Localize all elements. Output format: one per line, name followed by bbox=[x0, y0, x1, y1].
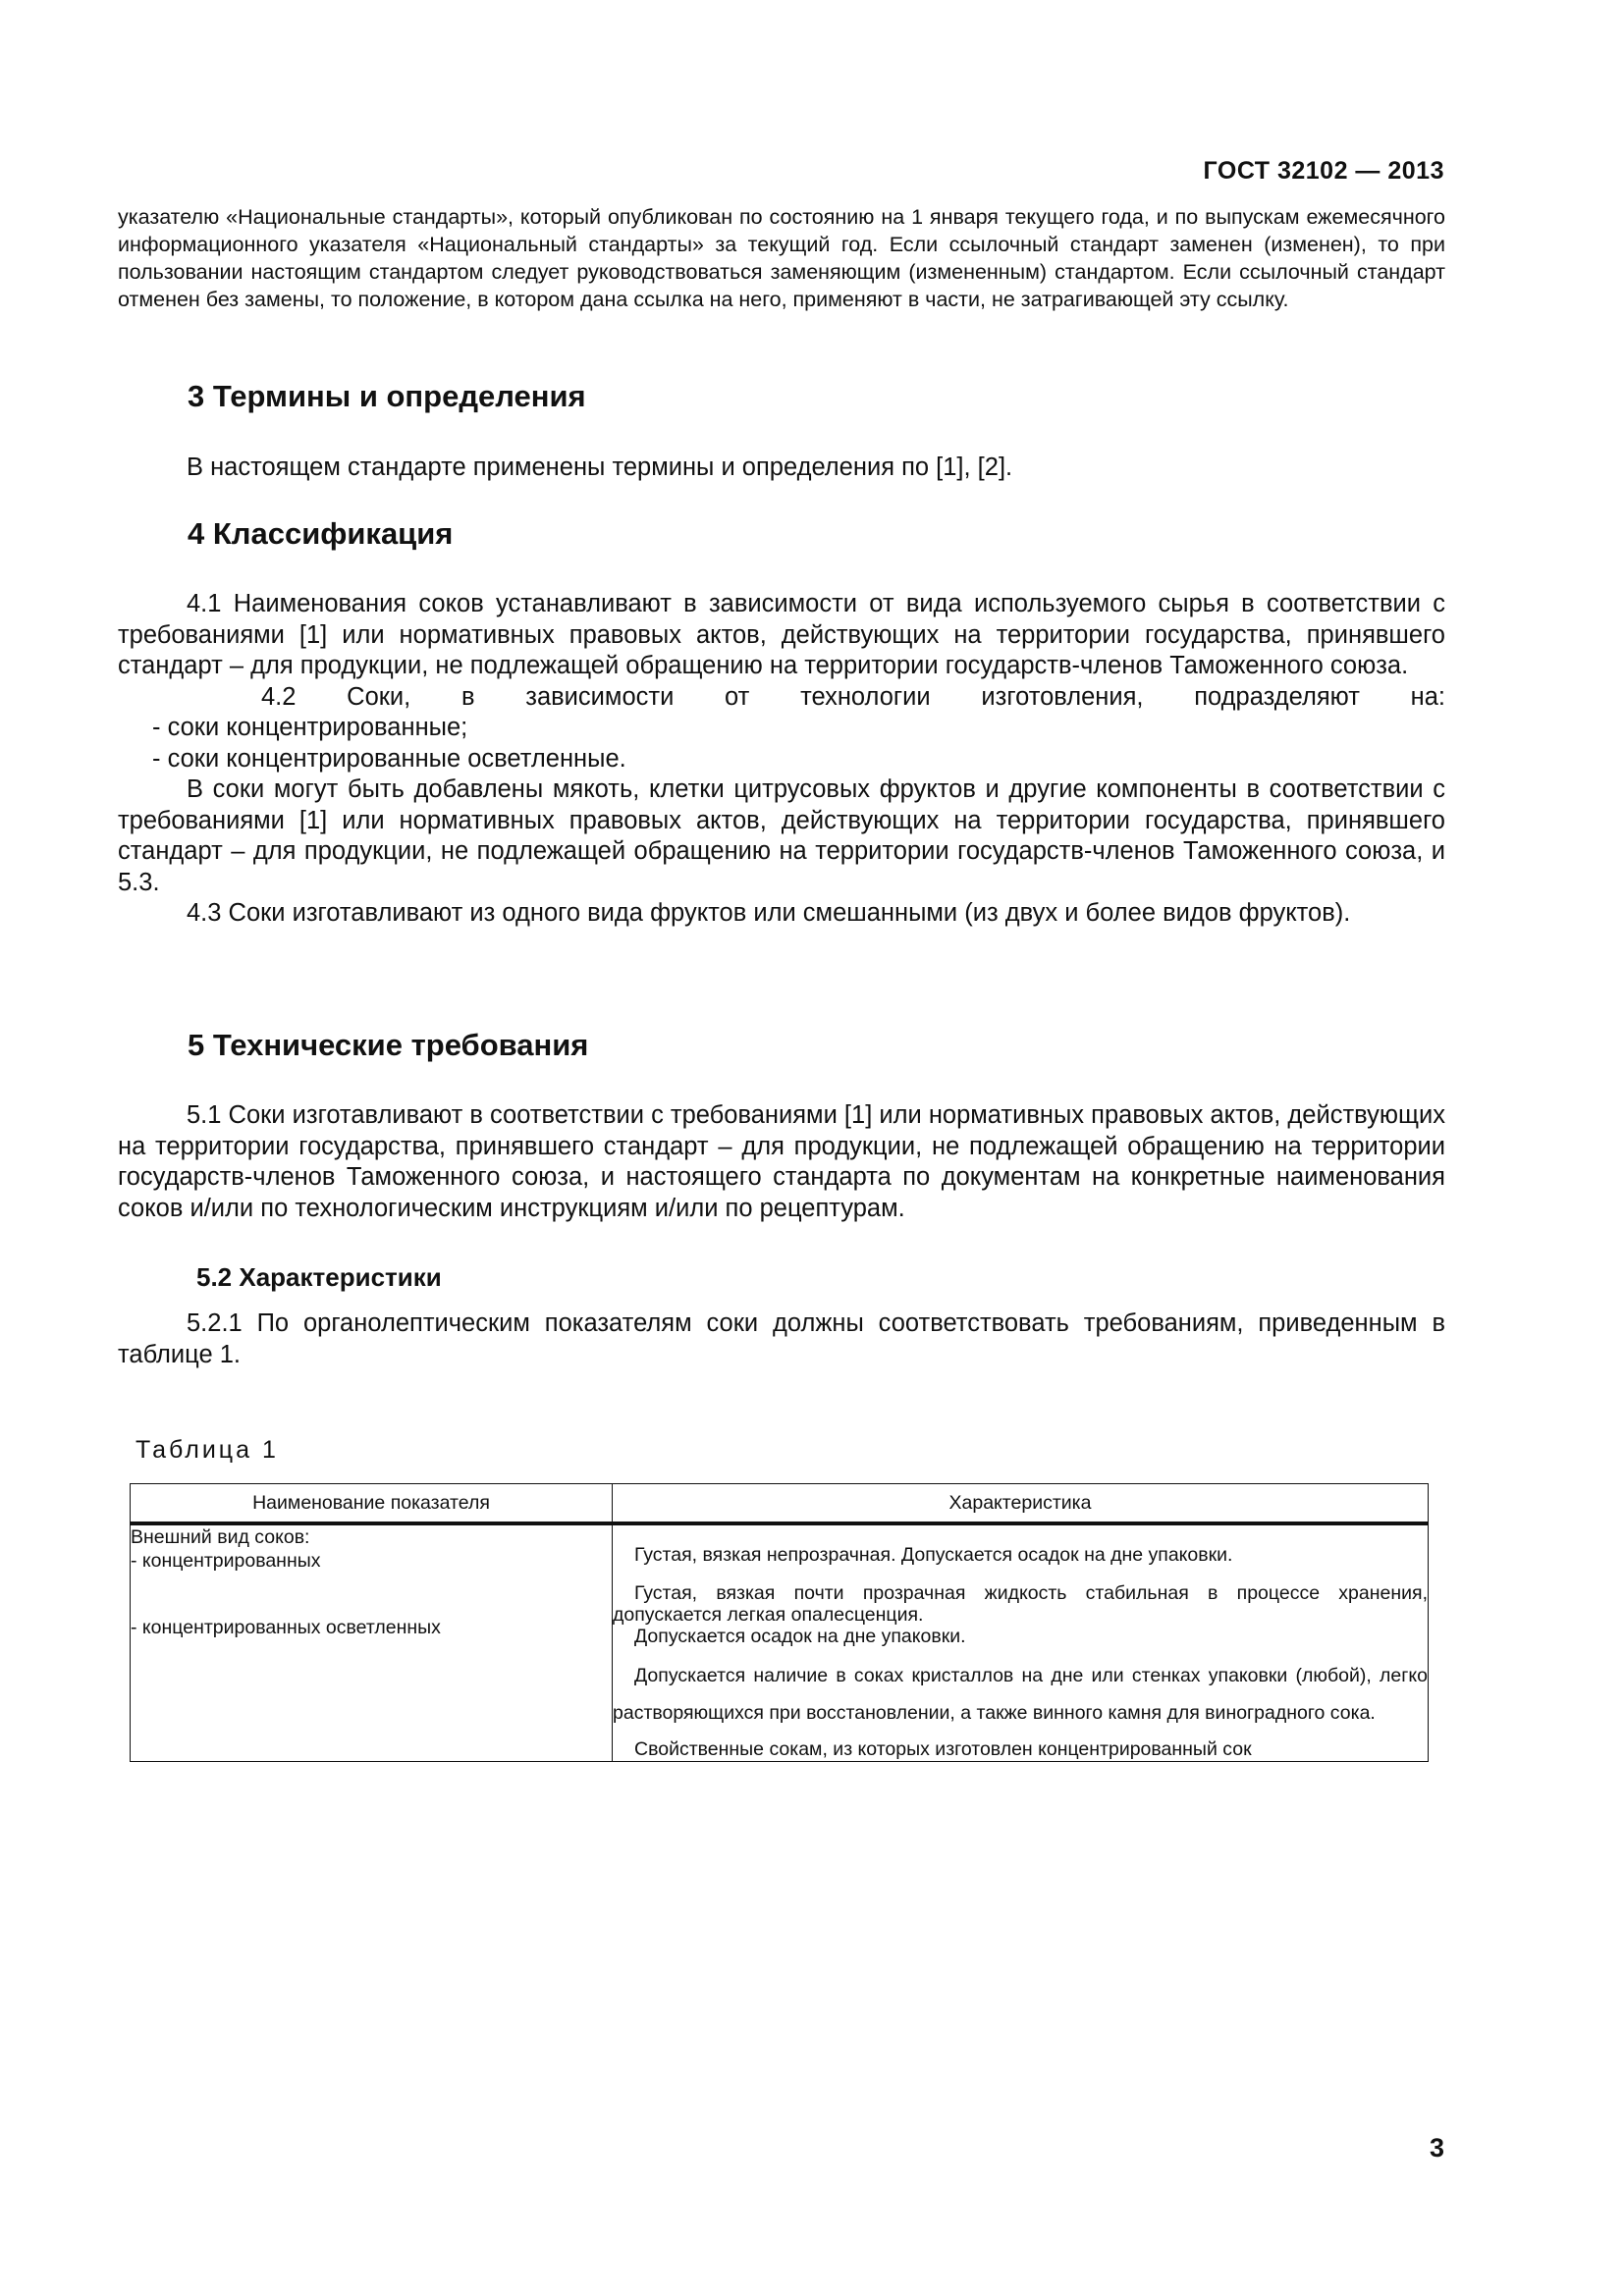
page-number: 3 bbox=[1429, 2133, 1444, 2163]
characteristic-cell bbox=[613, 1523, 1429, 1762]
document-code-header: ГОСТ 32102 — 2013 bbox=[1203, 157, 1444, 185]
indicator-cell bbox=[131, 1523, 613, 1762]
column-header-characteristic: Характеристика bbox=[613, 1484, 1429, 1524]
indicator-concentrated-clarified: - концентрированных осветленных bbox=[131, 1617, 441, 1638]
table-row bbox=[131, 1523, 1429, 1762]
indicator-appearance: Внешний вид соков: bbox=[131, 1526, 310, 1548]
section-4-body bbox=[118, 589, 1445, 930]
section-5-title: 5 Технические требования bbox=[188, 1028, 589, 1062]
table-header-row bbox=[131, 1484, 1429, 1524]
section-3-body bbox=[118, 453, 1445, 484]
paragraph-4-1: 4.1 Наименования соков устанавливают в зависимости от вида используемого сырья в соответствии с требованиями [1] или нормативных правовых актов, действующих на территории государства, принявшего стандарт – для продукции, не подлежащей обращению на территории государств-членов Таможенного союза. bbox=[118, 590, 1445, 679]
subsection-5-2-body bbox=[118, 1308, 1445, 1370]
paragraph-4-3: 4.3 Соки изготавливают из одного вида фруктов или смешанными (из двух и более видов фруктов). bbox=[187, 899, 1351, 927]
section-5-body bbox=[118, 1100, 1445, 1224]
characteristic-taste: Свойственные сокам, из которых изготовлен концентрированный сок bbox=[634, 1738, 1252, 1760]
paragraph-5-2-1: 5.2.1 По органолептическим показателям соки должны соответствовать требованиям, приведенным в таблице 1. bbox=[118, 1309, 1445, 1368]
list-item-2: - соки концентрированные осветленные. bbox=[152, 744, 626, 773]
section-3-title: 3 Термины и определения bbox=[188, 379, 586, 413]
characteristic-concentrated: Густая, вязкая непрозрачная. Допускается осадок на дне упаковки. bbox=[634, 1544, 1233, 1566]
intro-text: указателю «Национальные стандарты», который опубликован по состоянию на 1 января текущего года, и по выпускам ежемесячного информационного указателя «Национальный стандарты» за текущий год. Если ссылочный стандарт заменен (изменен), то при пользовании настоящим стандартом следует руководствоваться заменяющим (измененным) стандартом. Если ссылочный стандарт отменен без замены, то положение, в котором дана ссылка на него, применяют в части, не затрагивающей эту ссылку. bbox=[118, 205, 1445, 311]
column-header-indicator: Наименование показателя bbox=[131, 1484, 613, 1524]
paragraph-4-2: 4.2 Соки, в зависимости от технологии изготовления, подразделяют на: bbox=[261, 682, 1445, 711]
paragraph-4-2-additives: В соки могут быть добавлены мякоть, клетки цитрусовых фруктов и другие компоненты в соответствии с требованиями [1] или нормативных правовых актов, действующих на территории государства, принявшего стандарт – для продукции, не подлежащей обращению на территории государств-членов Таможенного союза, и 5.3. bbox=[118, 775, 1445, 896]
table-caption: Таблица 1 bbox=[135, 1436, 279, 1464]
subsection-5-2-title: 5.2 Характеристики bbox=[196, 1262, 442, 1292]
characteristic-sediment: Допускается осадок на дне упаковки. bbox=[634, 1626, 966, 1647]
section-4-title: 4 Классификация bbox=[188, 516, 454, 551]
intro-paragraph bbox=[118, 203, 1445, 313]
indicator-concentrated: - концентрированных bbox=[131, 1550, 321, 1572]
list-item-1: - соки концентрированные; bbox=[152, 714, 468, 741]
table-1 bbox=[130, 1483, 1429, 1762]
characteristic-crystals: Допускается наличие в соках кристаллов на дне или стенках упаковки (любой), легко растворяющихся при восстановлении, а также винного камня для виноградного сока. bbox=[613, 1665, 1428, 1724]
section-3-paragraph: В настоящем стандарте применены термины и определения по [1], [2]. bbox=[187, 454, 1013, 481]
characteristic-clarified: Густая, вязкая почти прозрачная жидкость стабильная в процессе хранения, допускается легкая опалесценция. bbox=[613, 1582, 1428, 1626]
paragraph-5-1: 5.1 Соки изготавливают в соответствии с требованиями [1] или нормативных правовых актов, действующих на территории государства, принявшего стандарт – для продукции, не подлежащей обращению на территории государств-членов Таможенного союза, и настоящего стандарта по документам на конкретные наименования соков и/или по технологическим инструкциям и/или по рецептурам. bbox=[118, 1101, 1445, 1222]
